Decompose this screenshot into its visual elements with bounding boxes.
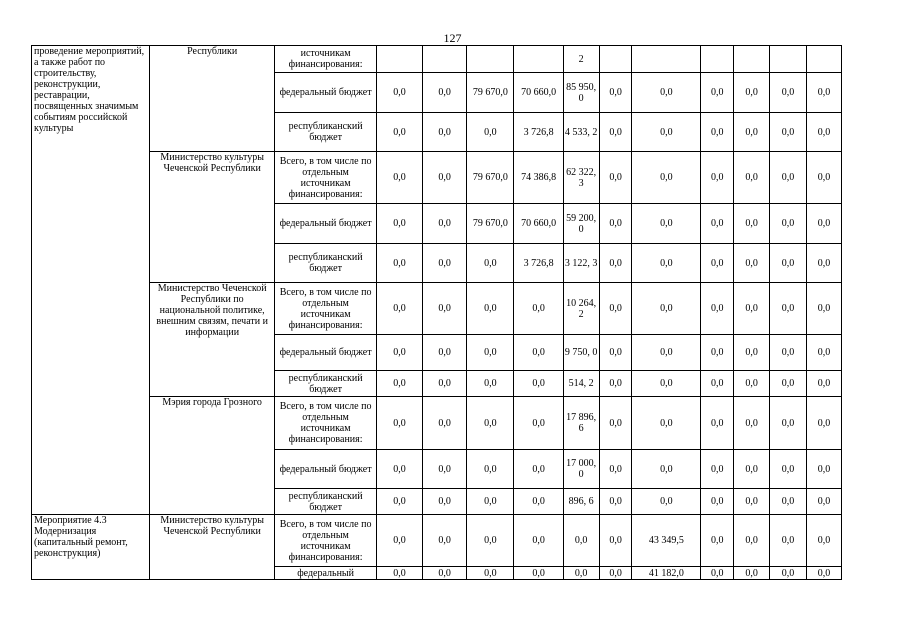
value-cell: 0,0 bbox=[734, 489, 770, 515]
value-cell: 0,0 bbox=[376, 283, 422, 335]
value-cell: 0,0 bbox=[423, 335, 467, 371]
value-cell: 0,0 bbox=[423, 567, 467, 580]
value-cell: 0,0 bbox=[701, 244, 734, 283]
value-cell: 0,0 bbox=[376, 204, 422, 244]
value-cell: 74 386,8 bbox=[514, 152, 563, 204]
source-cell: федеральный бюджет bbox=[275, 204, 377, 244]
value-cell: 0,0 bbox=[632, 283, 701, 335]
value-cell: 0,0 bbox=[423, 450, 467, 489]
value-cell: 0,0 bbox=[599, 204, 632, 244]
table-row bbox=[32, 283, 842, 335]
source-cell: Всего, в том числе по отдельным источникам финансирования: bbox=[275, 152, 377, 204]
value-cell: 0,0 bbox=[599, 567, 632, 580]
value-cell: 896, 6 bbox=[563, 489, 599, 515]
value-cell: 0,0 bbox=[467, 489, 514, 515]
value-cell bbox=[770, 46, 807, 73]
value-cell: 17 000, 0 bbox=[563, 450, 599, 489]
value-cell: 0,0 bbox=[734, 515, 770, 567]
value-cell: 0,0 bbox=[770, 335, 807, 371]
value-cell: 0,0 bbox=[467, 397, 514, 450]
value-cell bbox=[514, 46, 563, 73]
value-cell: 0,0 bbox=[467, 244, 514, 283]
page-number: 127 bbox=[443, 31, 462, 45]
value-cell: 514, 2 bbox=[563, 371, 599, 397]
value-cell: 0,0 bbox=[806, 450, 841, 489]
value-cell bbox=[701, 46, 734, 73]
value-cell: 70 660,0 bbox=[514, 73, 563, 113]
executor-cell: Мэрия города Грозного bbox=[150, 397, 275, 515]
value-cell: 0,0 bbox=[770, 244, 807, 283]
value-cell: 0,0 bbox=[376, 152, 422, 204]
value-cell: 0,0 bbox=[701, 335, 734, 371]
value-cell: 0,0 bbox=[467, 371, 514, 397]
value-cell: 0,0 bbox=[514, 450, 563, 489]
value-cell bbox=[632, 46, 701, 73]
value-cell bbox=[467, 46, 514, 73]
table-row bbox=[32, 397, 842, 450]
value-cell: 79 670,0 bbox=[467, 73, 514, 113]
value-cell: 0,0 bbox=[806, 371, 841, 397]
value-cell: 0,0 bbox=[376, 73, 422, 113]
source-cell: Всего, в том числе по отдельным источникам финансирования: bbox=[275, 515, 377, 567]
value-cell: 0,0 bbox=[701, 450, 734, 489]
source-cell: Всего, в том числе по отдельным источникам финансирования: bbox=[275, 283, 377, 335]
value-cell: 0,0 bbox=[514, 515, 563, 567]
value-cell bbox=[734, 46, 770, 73]
value-cell: 0,0 bbox=[423, 371, 467, 397]
value-cell: 0,0 bbox=[770, 371, 807, 397]
value-cell: 0,0 bbox=[376, 567, 422, 580]
value-cell: 0,0 bbox=[376, 515, 422, 567]
value-cell: 0,0 bbox=[563, 567, 599, 580]
value-cell: 0,0 bbox=[734, 567, 770, 580]
value-cell: 0,0 bbox=[423, 489, 467, 515]
budget-table bbox=[31, 45, 842, 580]
value-cell: 0,0 bbox=[599, 73, 632, 113]
value-cell: 0,0 bbox=[701, 397, 734, 450]
value-cell: 0,0 bbox=[376, 113, 422, 152]
source-cell: республиканский бюджет bbox=[275, 371, 377, 397]
value-cell: 0,0 bbox=[734, 371, 770, 397]
executor-cell: Министерство культуры Чеченской Республики bbox=[150, 515, 275, 580]
executor-cell: Республики bbox=[150, 46, 275, 152]
value-cell: 0,0 bbox=[734, 73, 770, 113]
value-cell: 0,0 bbox=[423, 244, 467, 283]
value-cell: 0,0 bbox=[514, 371, 563, 397]
source-cell: федеральный бюджет bbox=[275, 450, 377, 489]
value-cell: 0,0 bbox=[734, 244, 770, 283]
value-cell: 0,0 bbox=[467, 335, 514, 371]
value-cell: 0,0 bbox=[423, 283, 467, 335]
value-cell: 0,0 bbox=[701, 489, 734, 515]
value-cell: 0,0 bbox=[734, 450, 770, 489]
value-cell: 0,0 bbox=[514, 283, 563, 335]
value-cell: 0,0 bbox=[701, 567, 734, 580]
value-cell: 43 349,5 bbox=[632, 515, 701, 567]
value-cell: 0,0 bbox=[770, 450, 807, 489]
value-cell: 0,0 bbox=[806, 152, 841, 204]
value-cell: 17 896, 6 bbox=[563, 397, 599, 450]
value-cell: 0,0 bbox=[770, 489, 807, 515]
value-cell: 0,0 bbox=[806, 244, 841, 283]
value-cell: 0,0 bbox=[599, 489, 632, 515]
value-cell: 0,0 bbox=[701, 283, 734, 335]
value-cell: 0,0 bbox=[376, 335, 422, 371]
value-cell: 0,0 bbox=[376, 371, 422, 397]
value-cell: 0,0 bbox=[770, 204, 807, 244]
executor-cell: Министерство Чеченской Республики по национальной политике, внешним связям, печати и информации bbox=[150, 283, 275, 397]
value-cell: 0,0 bbox=[599, 152, 632, 204]
value-cell: 0,0 bbox=[376, 244, 422, 283]
source-cell: республиканский бюджет bbox=[275, 113, 377, 152]
value-cell: 0,0 bbox=[770, 113, 807, 152]
value-cell: 0,0 bbox=[423, 397, 467, 450]
value-cell: 0,0 bbox=[806, 567, 841, 580]
value-cell: 0,0 bbox=[734, 204, 770, 244]
value-cell: 0,0 bbox=[599, 450, 632, 489]
value-cell: 0,0 bbox=[701, 204, 734, 244]
value-cell: 0,0 bbox=[701, 515, 734, 567]
value-cell: 0,0 bbox=[423, 152, 467, 204]
measure-cell: проведение мероприятий, а также работ по строительству, реконструкции, реставрации, посвященных значимым событиям российской культуры bbox=[32, 46, 150, 515]
value-cell: 0,0 bbox=[806, 489, 841, 515]
value-cell: 0,0 bbox=[701, 152, 734, 204]
value-cell: 0,0 bbox=[632, 397, 701, 450]
source-cell: федеральный бюджет bbox=[275, 335, 377, 371]
value-cell: 0,0 bbox=[599, 283, 632, 335]
value-cell: 0,0 bbox=[770, 397, 807, 450]
value-cell: 0,0 bbox=[770, 152, 807, 204]
value-cell: 0,0 bbox=[632, 335, 701, 371]
value-cell: 0,0 bbox=[806, 335, 841, 371]
value-cell bbox=[599, 46, 632, 73]
value-cell: 41 182,0 bbox=[632, 567, 701, 580]
value-cell: 0,0 bbox=[423, 204, 467, 244]
table-row bbox=[32, 46, 842, 73]
value-cell: 0,0 bbox=[632, 73, 701, 113]
value-cell: 0,0 bbox=[632, 371, 701, 397]
value-cell: 0,0 bbox=[467, 283, 514, 335]
value-cell: 0,0 bbox=[376, 450, 422, 489]
value-cell: 62 322, 3 bbox=[563, 152, 599, 204]
table-row bbox=[32, 152, 842, 204]
value-cell: 0,0 bbox=[423, 73, 467, 113]
value-cell: 0,0 bbox=[467, 113, 514, 152]
value-cell: 0,0 bbox=[632, 450, 701, 489]
value-cell: 0,0 bbox=[770, 283, 807, 335]
value-cell: 59 200, 0 bbox=[563, 204, 599, 244]
value-cell: 0,0 bbox=[701, 113, 734, 152]
value-cell: 0,0 bbox=[467, 567, 514, 580]
value-cell: 0,0 bbox=[806, 113, 841, 152]
value-cell: 3 726,8 bbox=[514, 113, 563, 152]
value-cell: 0,0 bbox=[467, 450, 514, 489]
source-cell: республиканский бюджет bbox=[275, 489, 377, 515]
measure-cell: Мероприятие 4.3 Модернизация (капитальный ремонт, реконструкция) bbox=[32, 515, 150, 580]
value-cell: 4 533, 2 bbox=[563, 113, 599, 152]
source-cell: федеральный bbox=[275, 567, 377, 580]
value-cell bbox=[423, 46, 467, 73]
value-cell: 0,0 bbox=[514, 397, 563, 450]
value-cell: 0,0 bbox=[514, 335, 563, 371]
source-cell: Всего, в том числе по отдельным источникам финансирования: bbox=[275, 397, 377, 450]
value-cell: 2 bbox=[563, 46, 599, 73]
value-cell: 0,0 bbox=[632, 113, 701, 152]
value-cell: 0,0 bbox=[514, 489, 563, 515]
value-cell: 0,0 bbox=[806, 397, 841, 450]
value-cell: 0,0 bbox=[734, 283, 770, 335]
value-cell: 0,0 bbox=[770, 515, 807, 567]
executor-cell: Министерство культуры Чеченской Республики bbox=[150, 152, 275, 283]
value-cell: 3 726,8 bbox=[514, 244, 563, 283]
value-cell: 79 670,0 bbox=[467, 152, 514, 204]
value-cell: 0,0 bbox=[734, 152, 770, 204]
source-cell: федеральный бюджет bbox=[275, 73, 377, 113]
table-row bbox=[32, 515, 842, 567]
value-cell: 0,0 bbox=[734, 335, 770, 371]
value-cell: 70 660,0 bbox=[514, 204, 563, 244]
value-cell: 79 670,0 bbox=[467, 204, 514, 244]
value-cell: 0,0 bbox=[632, 152, 701, 204]
value-cell: 0,0 bbox=[701, 73, 734, 113]
value-cell: 0,0 bbox=[806, 73, 841, 113]
value-cell: 3 122, 3 bbox=[563, 244, 599, 283]
value-cell: 0,0 bbox=[632, 204, 701, 244]
value-cell: 0,0 bbox=[599, 113, 632, 152]
value-cell bbox=[806, 46, 841, 73]
value-cell: 0,0 bbox=[599, 515, 632, 567]
value-cell: 0,0 bbox=[563, 515, 599, 567]
value-cell: 0,0 bbox=[770, 567, 807, 580]
value-cell: 0,0 bbox=[632, 244, 701, 283]
value-cell: 0,0 bbox=[734, 397, 770, 450]
value-cell: 10 264, 2 bbox=[563, 283, 599, 335]
value-cell: 0,0 bbox=[806, 204, 841, 244]
value-cell: 0,0 bbox=[734, 113, 770, 152]
value-cell: 0,0 bbox=[376, 489, 422, 515]
source-cell: источникам финансирования: bbox=[275, 46, 377, 73]
value-cell: 0,0 bbox=[423, 113, 467, 152]
value-cell: 0,0 bbox=[376, 397, 422, 450]
value-cell: 0,0 bbox=[701, 371, 734, 397]
value-cell: 0,0 bbox=[806, 515, 841, 567]
value-cell: 0,0 bbox=[467, 515, 514, 567]
value-cell: 0,0 bbox=[599, 397, 632, 450]
value-cell: 0,0 bbox=[599, 244, 632, 283]
source-cell: республиканский бюджет bbox=[275, 244, 377, 283]
value-cell bbox=[376, 46, 422, 73]
value-cell: 0,0 bbox=[806, 283, 841, 335]
value-cell: 0,0 bbox=[599, 371, 632, 397]
value-cell: 9 750, 0 bbox=[563, 335, 599, 371]
value-cell: 0,0 bbox=[423, 515, 467, 567]
value-cell: 0,0 bbox=[770, 73, 807, 113]
value-cell: 0,0 bbox=[632, 489, 701, 515]
value-cell: 0,0 bbox=[599, 335, 632, 371]
value-cell: 0,0 bbox=[514, 567, 563, 580]
value-cell: 85 950, 0 bbox=[563, 73, 599, 113]
